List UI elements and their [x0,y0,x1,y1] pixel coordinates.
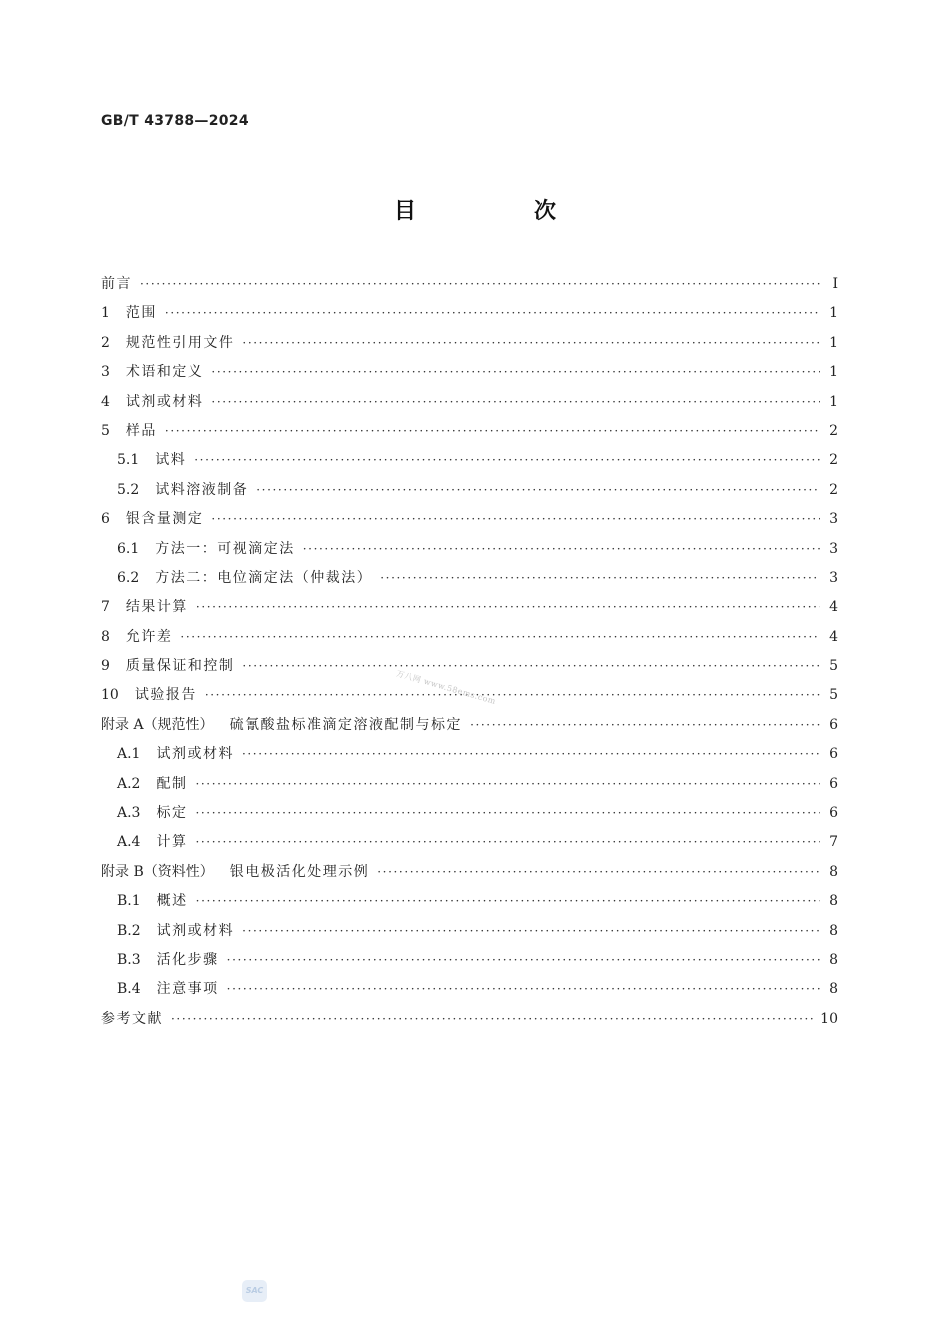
toc-entry-number: 附录 A（规范性） [101,716,214,733]
toc-entry-5-1[interactable] [101,446,838,475]
toc-entry-number: 3 [101,364,110,381]
toc-entry-number: 10 [101,687,119,704]
toc-entry-number: A.1 [117,746,141,763]
toc-entry-7[interactable] [101,593,838,622]
watermark: 万八网 www.58ems.com [395,668,497,707]
toc-leader-dots [195,770,820,799]
toc-leader-dots [377,858,820,887]
toc-entry-appendix-b[interactable] [101,858,838,887]
toc-entry-number: 5.2 [117,481,140,498]
toc-entry-number: 6.1 [117,540,140,557]
toc-page-number: 2 [829,452,838,469]
toc-entry-b-3[interactable] [101,946,838,975]
toc-entry-label: 前言 [101,276,132,292]
toc-entry-label: 标定 [156,805,188,822]
toc-entry-label: 试料 [155,452,187,469]
toc-page-number: 1 [829,364,838,381]
toc-entry-label: 允许差 [125,628,173,645]
toc-page-number: 6 [829,716,838,733]
toc-leader-dots [180,623,820,652]
toc-page-number: 3 [829,540,838,557]
toc-page-number: 8 [829,863,838,880]
toc-leader-dots [171,1005,814,1034]
toc-entry-number: 6.2 [117,569,140,586]
toc-entry-number: B.3 [117,951,141,968]
toc-entry-number: 2 [101,334,110,351]
toc-page-number: 2 [829,481,838,498]
toc-page-number: 6 [829,805,838,822]
toc-page-number: 4 [829,599,838,616]
toc-entry-2[interactable] [101,329,838,358]
toc-entry-label: 参考文献 [101,1010,163,1027]
toc-entry-label: 硫氰酸盐标准滴定溶液配制与标定 [229,716,463,733]
toc-entry-label: 试剂或材料 [125,393,204,410]
toc-entry-5-2[interactable] [101,476,838,505]
toc-leader-dots [470,711,820,740]
toc-page-number: 4 [829,628,838,645]
toc-entry-label: 样品 [125,422,157,439]
toc-leader-dots [195,799,820,828]
toc-entry-4[interactable] [101,388,838,417]
toc-leader-dots [205,681,820,710]
toc-entry-foreword[interactable] [101,270,838,299]
toc-leader-dots [165,417,820,446]
toc-leader-dots [227,975,820,1004]
toc-page-number: 8 [829,893,838,910]
toc-leader-dots [196,887,820,916]
toc-entry-a-4[interactable] [101,828,838,857]
toc-entry-label: 注意事项 [156,981,219,998]
toc-entry-b-1[interactable] [101,887,838,916]
toc-entry-number: 9 [101,658,110,675]
toc-entry-label: 范围 [125,305,157,322]
toc-entry-number: A.2 [117,775,141,792]
toc-entry-number: 附录 B（资料性） [101,863,214,880]
toc-leader-dots [194,446,820,475]
toc-entry-number: B.1 [117,893,141,910]
toc-entry-label: 规范性引用文件 [125,334,235,351]
toc-entry-number: 7 [101,599,110,616]
table-of-contents [101,270,838,1034]
toc-entry-label: 银含量测定 [125,511,204,528]
page-title: 目 次 [393,199,604,224]
toc-page-number: 6 [829,775,838,792]
toc-leader-dots [242,917,820,946]
toc-entry-number: 5.1 [117,452,140,469]
toc-entry-label: 概述 [156,893,188,910]
toc-entry-b-2[interactable] [101,917,838,946]
toc-entry-number: 5 [101,422,110,439]
toc-leader-dots [195,828,820,857]
toc-leader-dots [211,388,820,417]
toc-entry-label: 结果计算 [125,599,188,616]
toc-page-number: 6 [829,746,838,763]
toc-leader-dots [211,505,820,534]
toc-entry-label: 银电极活化处理示例 [229,863,370,880]
toc-entry-number: A.3 [117,805,141,822]
toc-entry-label: 活化步骤 [156,951,219,968]
toc-entry-number: 1 [101,305,110,322]
toc-page-number: 7 [829,834,838,851]
toc-entry-label: 方法二：电位滴定法（仲裁法） [155,569,373,586]
toc-page-number: Ⅰ [832,276,838,292]
toc-entry-6-1[interactable] [101,535,838,564]
toc-entry-3[interactable] [101,358,838,387]
toc-entry-label: 术语和定义 [125,364,204,381]
toc-entry-label: 试剂或材料 [156,746,234,763]
toc-entry-label: 计算 [156,834,188,851]
toc-page-number: 8 [829,951,838,968]
toc-page-number: 1 [829,393,838,410]
toc-leader-dots [380,564,820,593]
toc-leader-dots [227,946,820,975]
toc-leader-dots [242,329,820,358]
toc-page-number: 3 [829,511,838,528]
toc-entry-label: 方法一：可视滴定法 [155,540,295,557]
toc-entry-label: 试料溶液制备 [155,481,249,498]
toc-leader-dots [256,476,820,505]
toc-leader-dots [140,270,820,299]
toc-entry-label: 试验报告 [134,687,197,704]
toc-leader-dots [211,358,820,387]
toc-page-number: 5 [829,687,838,704]
toc-page-number: 8 [829,981,838,998]
toc-entry-number: A.4 [117,834,141,851]
toc-leader-dots [242,652,820,681]
toc-entry-label: 配制 [156,775,188,792]
toc-leader-dots [242,740,820,769]
toc-entry-5[interactable] [101,417,838,446]
toc-entry-number: 4 [101,393,110,410]
toc-entry-label: 质量保证和控制 [125,658,235,675]
toc-entry-a-3[interactable] [101,799,838,828]
toc-entry-references[interactable] [101,1005,838,1034]
toc-page-number: 2 [829,422,838,439]
toc-leader-dots [303,535,820,564]
toc-page-number: 1 [829,334,838,351]
toc-page-number: 3 [829,569,838,586]
toc-leader-dots [196,593,820,622]
toc-entry-appendix-a[interactable] [101,711,838,740]
toc-entry-6-2[interactable] [101,564,838,593]
toc-entry-6[interactable] [101,505,838,534]
toc-entry-number: B.4 [117,981,141,998]
toc-entry-b-4[interactable] [101,975,838,1004]
toc-entry-a-2[interactable] [101,770,838,799]
sac-logo-icon: SAC [242,1280,267,1302]
toc-entry-number: 6 [101,511,110,528]
toc-entry-number: B.2 [117,922,141,939]
standard-code: GB/T 43788—2024 [101,113,249,129]
toc-entry-8[interactable] [101,623,838,652]
toc-entry-9[interactable] [101,652,838,681]
toc-entry-a-1[interactable] [101,740,838,769]
toc-entry-number: 8 [101,628,110,645]
toc-entry-1[interactable] [101,299,838,328]
toc-leader-dots [165,299,820,328]
toc-entry-label: 试剂或材料 [156,922,235,939]
toc-page-number: 10 [820,1010,838,1027]
toc-page-number: 1 [829,305,838,322]
toc-page-number: 8 [829,922,838,939]
toc-page-number: 5 [829,658,838,675]
